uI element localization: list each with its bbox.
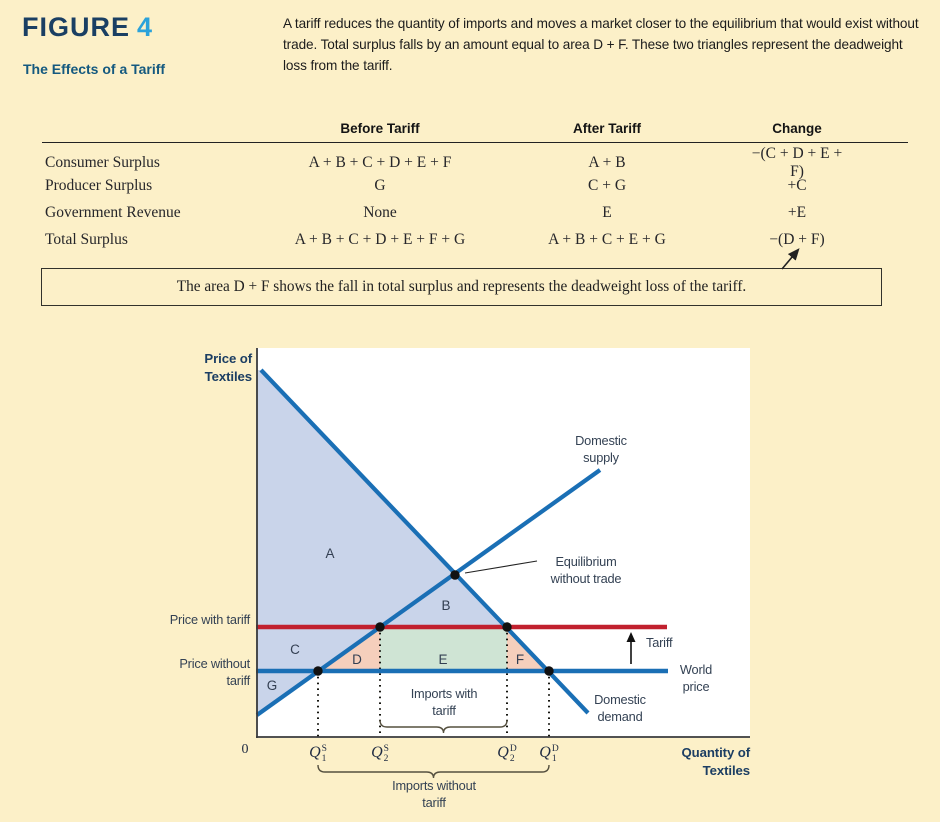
region-letter-A: A [325, 546, 335, 561]
header-change: Change [772, 121, 822, 136]
region-letter-C: C [290, 642, 300, 657]
cell-after: A + B [588, 154, 626, 171]
imports-with-tariff-label: Imports with tariff [410, 686, 478, 718]
surplus-table [42, 116, 908, 253]
plot-dot [313, 666, 322, 675]
tariff-label: Tariff [646, 635, 673, 650]
figure-title [22, 12, 153, 43]
x-tick-Q1S: Q S 1 [309, 744, 327, 764]
row-label: Consumer Surplus [45, 154, 160, 171]
origin-tick-label: 0 [241, 742, 249, 757]
domestic-supply-label: Domestic supply [575, 433, 627, 465]
plot-dot [450, 570, 459, 579]
x-tick-Q2S: Q S 2 [371, 744, 389, 764]
cell-before: G [374, 176, 386, 194]
header-before-tariff: Before Tariff [340, 121, 420, 136]
y-axis-title: Price of Textiles [204, 351, 252, 384]
table-row [42, 199, 908, 226]
region-letter-B: B [441, 598, 451, 613]
price-without-tariff-label: Price without tariff [179, 656, 250, 688]
note-pointer-arrow-icon [776, 240, 810, 274]
plot-dot [375, 622, 384, 631]
underbrace [318, 765, 549, 778]
cell-change: +E [787, 203, 807, 221]
cell-before: A + B + C + D + E + F + G [294, 230, 466, 248]
header-after-tariff: After Tariff [572, 121, 641, 136]
figure-number: 4 [137, 12, 154, 42]
cell-change: +C [787, 176, 807, 194]
region-letter-G: G [266, 678, 278, 693]
region-letter-D: D [352, 652, 362, 667]
plot-dot [502, 622, 511, 631]
cell-change: −(D + F) [769, 230, 825, 248]
region-letter-E: E [438, 652, 448, 667]
plot-dot [544, 666, 553, 675]
figure-caption: A tariff reduces the quantity of imports and moves a market closer to the equilibrium that would exist without trade. Total surplus falls by an amount equal to area D + F. These two triangles represent the deadweight loss from the tariff. [283, 16, 919, 74]
imports-without-tariff-label: Imports without tariff [392, 778, 476, 810]
row-label: Government Revenue [45, 203, 181, 221]
table-header-row [42, 116, 908, 141]
table-row [42, 172, 908, 199]
world-price-label: World price [679, 662, 713, 694]
row-label: Total Surplus [45, 230, 128, 248]
x-tick-Q1D: Q D 1 [539, 744, 559, 764]
x-axis-title: Quantity of Textiles [681, 745, 750, 778]
price-with-tariff-label: Price with tariff [169, 612, 250, 627]
cell-after: E [602, 203, 612, 221]
table-rule [42, 142, 908, 143]
deadweight-note-box: The area D + F shows the fall in total surplus and represents the deadweight loss of the tariff. [41, 268, 882, 306]
x-tick-Q2D: Q D 2 [497, 744, 517, 764]
cell-before: A + B + C + D + E + F [308, 154, 452, 171]
cell-after: C + G [587, 176, 627, 194]
table-row [42, 145, 908, 180]
row-label: Producer Surplus [45, 176, 153, 194]
cell-change: −(C + D + E + F) [751, 145, 843, 180]
figure-label: FIGURE [22, 12, 131, 42]
region-letter-F: F [515, 652, 525, 667]
cell-before: None [363, 203, 397, 221]
domestic-demand-label: Domestic demand [594, 692, 646, 724]
figure-subtitle: The Effects of a Tariff [23, 61, 166, 77]
equilibrium-label: Equilibrium without trade [550, 554, 622, 586]
cell-after: A + B + C + E + G [548, 230, 666, 248]
